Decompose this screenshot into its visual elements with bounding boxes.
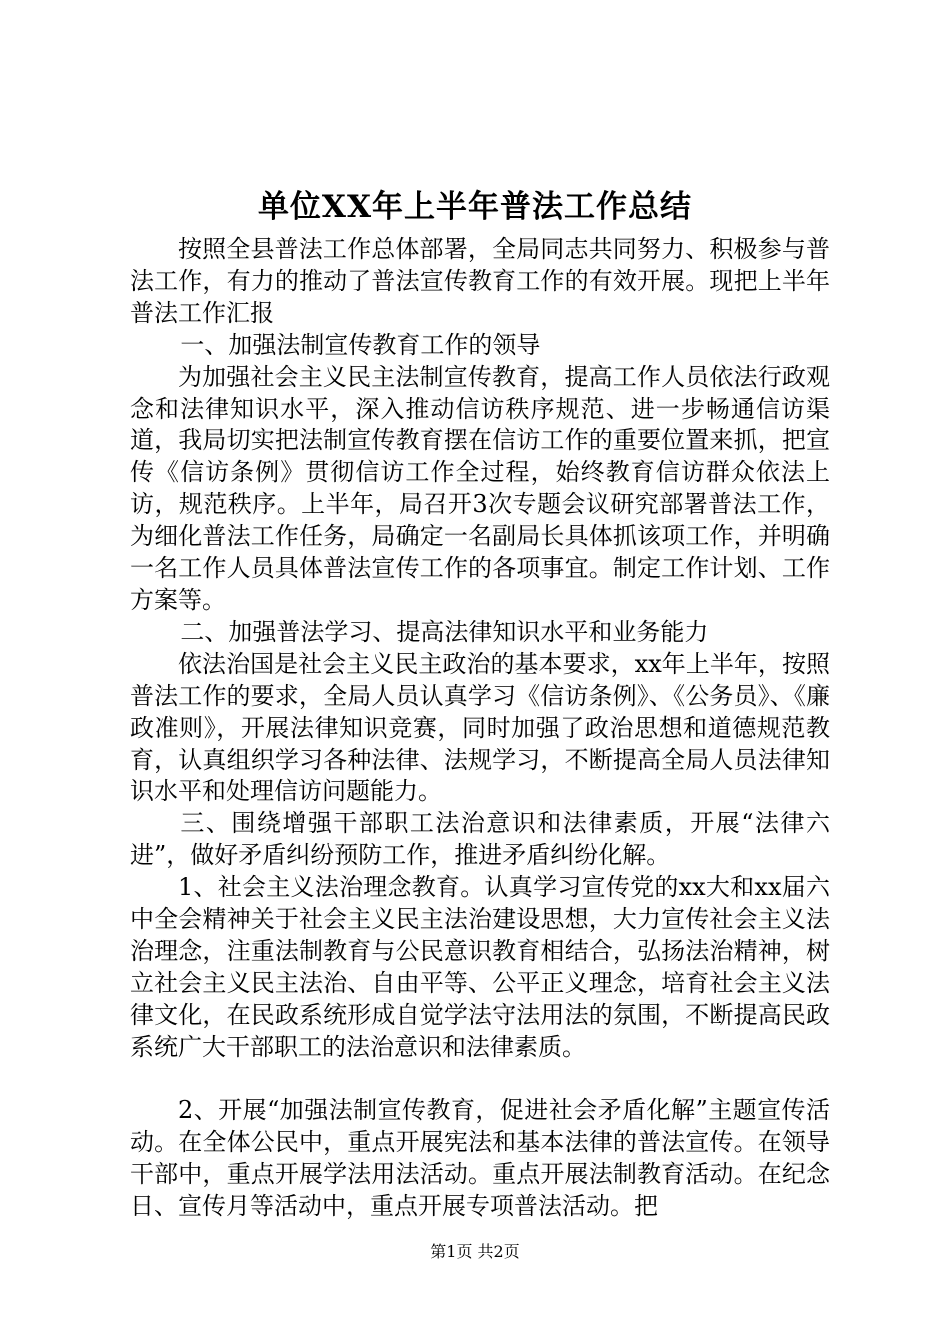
document-title: 单位XX年上半年普法工作总结 bbox=[257, 189, 693, 225]
intro-paragraph: 按照全县普法工作总体部署，全局同志共同努力、积极参与普法工作，有力的推动了普法宣传教育工作的有效开展。现把上半年普法工作汇报 bbox=[130, 235, 830, 327]
paragraph-spacer bbox=[130, 1064, 830, 1096]
section-heading-1: 一、加强法制宣传教育工作的领导 bbox=[180, 330, 541, 359]
section-heading-2: 二、加强普法学习、提高法律知识水平和业务能力 bbox=[180, 617, 709, 646]
item-1-paragraph: 1、社会主义法治理念教育。认真学习宣传党的xx大和xx届六中全会精神关于社会主义民主法治建设思想，大力宣传社会主义法治理念，注重法制教育与公民意识教育相结合，弘扬法治精神，树立社会主义民主法治、自由平等、公平正义理念，培育社会主义法律文化，在民政系统形成自觉学法守法用法的氛围，不断提高民政系统广大干部职工的法治意识和法律素质。 bbox=[130, 873, 830, 1061]
item-2-paragraph: 2、开展“加强法制宣传教育，促进社会矛盾化解”主题宣传活动。在全体公民中，重点开展宪法和基本法律的普法宣传。在领导干部中，重点开展学法用法活动。重点开展法制教育活动。在纪念日、宣传月等活动中，重点开展专项普法活动。把 bbox=[130, 1096, 830, 1221]
document-body bbox=[130, 234, 830, 1223]
section-heading-3: 三、围绕增强干部职工法治意识和法律素质，开展“法律六进”，做好矛盾纠纷预防工作，推进矛盾纠纷化解。 bbox=[130, 809, 830, 870]
section-2-paragraph: 依法治国是社会主义民主政治的基本要求，xx年上半年，按照普法工作的要求，全局人员认真学习《信访条例》、《公务员》、《廉政准则》，开展法律知识竞赛，同时加强了政治思想和道德规范教育，认真组织学习各种法律、法规学习，不断提高全局人员法律知识水平和处理信访问题能力。 bbox=[130, 649, 830, 806]
page-number-footer: 第1页 共2页 bbox=[430, 1242, 520, 1261]
section-1-paragraph: 为加强社会主义民主法制宣传教育，提高工作人员依法行政观念和法律知识水平，深入推动信访秩序规范、进一步畅通信访渠道，我局切实把法制宣传教育摆在信访工作的重要位置来抓，把宣传《信访条例》贯彻信访工作全过程，始终教育信访群众依法上访，规范秩序。上半年，局召开3次专题会议研究部署普法工作，为细化普法工作任务，局确定一名副局长具体抓该项工作，并明确一名工作人员具体普法宣传工作的各项事宜。制定工作计划、工作方案等。 bbox=[130, 362, 830, 614]
